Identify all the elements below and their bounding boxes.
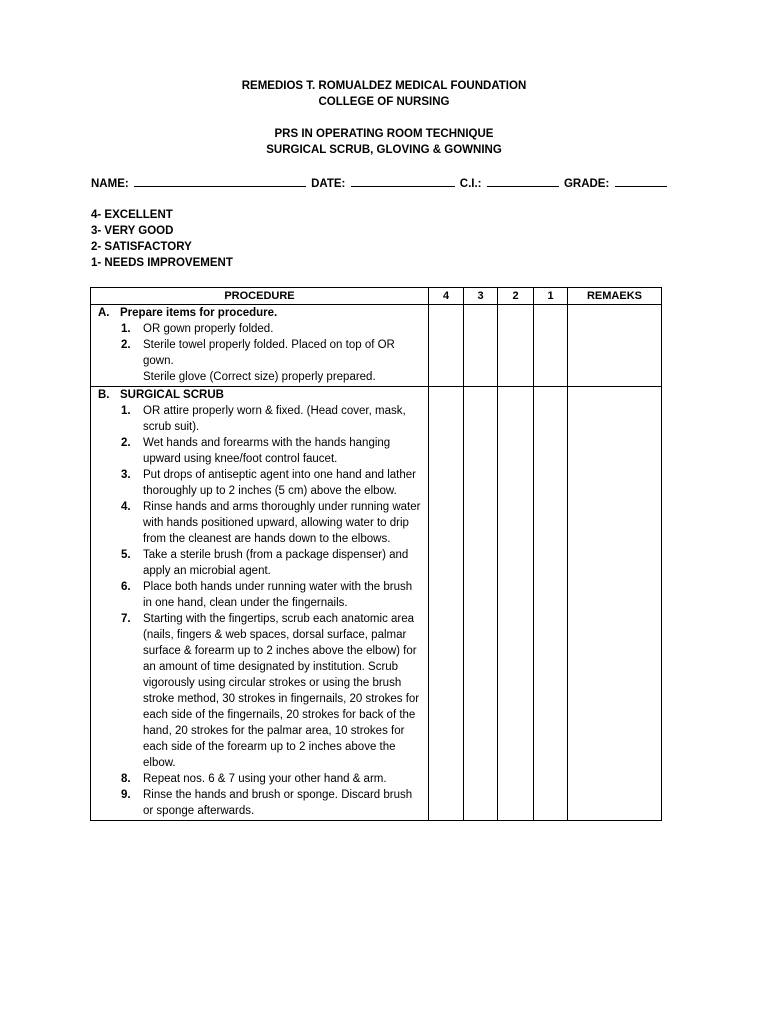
table-row bbox=[91, 387, 662, 821]
column-header-3: 3 bbox=[464, 288, 498, 305]
form-title: PRS IN OPERATING ROOM TECHNIQUE bbox=[274, 128, 494, 140]
list-item: 8. Repeat nos. 6 & 7 using your other hand & arm. bbox=[121, 773, 387, 785]
procedure-table bbox=[90, 287, 662, 821]
list-item: 4. Rinse hands and arms thoroughly under running water with hands positioned upward, allowing water to drip from the cleanest are hands down to the elbows. bbox=[121, 501, 421, 545]
ci-blank[interactable] bbox=[487, 175, 559, 187]
score-cell-2[interactable] bbox=[498, 305, 534, 387]
score-cell-4[interactable] bbox=[429, 387, 464, 821]
grade-label: GRADE: bbox=[563, 178, 610, 190]
remarks-cell[interactable] bbox=[568, 387, 662, 821]
step-list bbox=[91, 321, 428, 385]
remarks-cell[interactable] bbox=[568, 305, 662, 387]
score-cell-2[interactable] bbox=[498, 387, 534, 821]
scale-item: 1- NEEDS IMPROVEMENT bbox=[91, 257, 233, 269]
scale-item: 3- VERY GOOD bbox=[91, 225, 174, 237]
score-cell-1[interactable] bbox=[534, 305, 568, 387]
scale-item: 4- EXCELLENT bbox=[91, 209, 173, 221]
list-item: 1. OR gown properly folded. bbox=[121, 323, 274, 335]
form-subtitle: SURGICAL SCRUB, GLOVING & GOWNING bbox=[266, 144, 502, 156]
list-item: 2. Sterile towel properly folded. Placed on top of OR gown. bbox=[121, 339, 395, 367]
rating-scale bbox=[91, 207, 233, 271]
date-label: DATE: bbox=[311, 178, 346, 190]
name-label: NAME: bbox=[91, 178, 129, 190]
score-cell-3[interactable] bbox=[464, 387, 498, 821]
section-title: B. SURGICAL SCRUB bbox=[98, 389, 224, 401]
score-cell-3[interactable] bbox=[464, 305, 498, 387]
column-header-1: 1 bbox=[534, 288, 568, 305]
foundation-name: REMEDIOS T. ROMUALDEZ MEDICAL FOUNDATION bbox=[241, 80, 527, 92]
college-name: COLLEGE OF NURSING bbox=[318, 96, 450, 108]
list-item: 1. OR attire properly worn & fixed. (Head cover, mask, scrub suit). bbox=[121, 405, 406, 433]
table-row bbox=[91, 305, 662, 387]
procedure-cell-a bbox=[91, 305, 429, 387]
date-blank[interactable] bbox=[351, 175, 455, 187]
document-header bbox=[0, 78, 768, 158]
list-item: 2. Wet hands and forearms with the hands hanging upward using knee/foot control faucet. bbox=[121, 437, 391, 465]
list-item: 6. Place both hands under running water with the brush in one hand, clean under the fingernails. bbox=[121, 581, 413, 609]
score-cell-4[interactable] bbox=[429, 305, 464, 387]
scale-item: 2- SATISFACTORY bbox=[91, 241, 192, 253]
column-header-4: 4 bbox=[429, 288, 464, 305]
name-blank[interactable] bbox=[134, 175, 306, 187]
score-cell-1[interactable] bbox=[534, 387, 568, 821]
list-item: Sterile glove (Correct size) properly prepared. bbox=[143, 371, 376, 383]
column-header-remarks: REMAEKS bbox=[568, 288, 662, 305]
list-item: 3. Put drops of antiseptic agent into one hand and lather thoroughly up to 2 inches (5 cm) above the elbow. bbox=[121, 469, 417, 497]
ci-label: C.I.: bbox=[459, 178, 482, 190]
list-item: 9. Rinse the hands and brush or sponge. Discard brush or sponge afterwards. bbox=[121, 789, 413, 817]
step-list bbox=[91, 403, 428, 819]
list-item: 7. Starting with the fingertips, scrub each anatomic area (nails, fingers & web spaces, dorsal surface, palmar surface & forearm up to 2 inches above the elbow) for an amount of time designated by institution. Scrub vigorously using circular strokes or using the brush stroke method, 30 strokes in fingernails, 20 strokes for each side of the fingernails, 20 strokes for back of the hand, 20 strokes for the palmar area, 10 strokes for each side of the forearm up to 2 inches above the elbow. bbox=[121, 613, 420, 769]
student-info-line bbox=[91, 175, 691, 192]
procedure-cell-b bbox=[91, 387, 429, 821]
list-item: 5. Take a sterile brush (from a package dispenser) and apply an microbial agent. bbox=[121, 549, 409, 577]
column-header-procedure: PROCEDURE bbox=[91, 288, 429, 305]
grade-blank[interactable] bbox=[615, 175, 667, 187]
column-header-2: 2 bbox=[498, 288, 534, 305]
section-title: A. Prepare items for procedure. bbox=[98, 307, 278, 319]
table-header-row bbox=[91, 288, 662, 305]
